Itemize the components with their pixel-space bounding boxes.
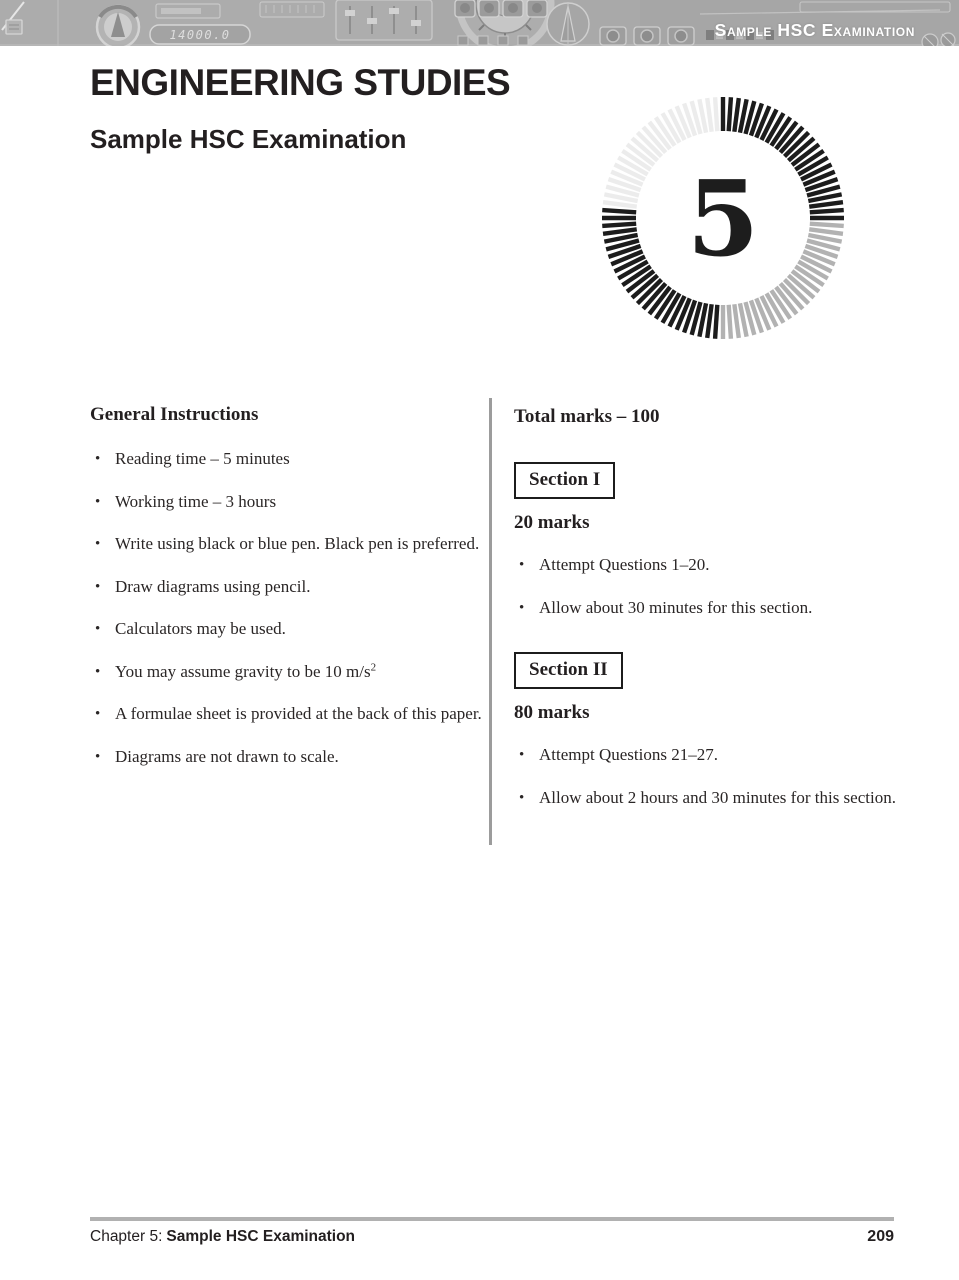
- footer-chapter: [90, 1228, 355, 1246]
- page-subtitle: Sample HSC Examination: [90, 124, 407, 154]
- chapter-dial: [601, 96, 845, 340]
- instruction-text: Reading time – 5 minutes: [115, 449, 290, 468]
- section-i-marks: 20 marks: [514, 512, 590, 533]
- instruction-item: [90, 577, 485, 597]
- footer: [90, 1228, 894, 1246]
- section-item: [514, 788, 900, 808]
- instruction-text: Draw diagrams using pencil.: [115, 576, 311, 596]
- instruction-item: [90, 747, 485, 767]
- total-marks-heading: Total marks – 100: [514, 406, 660, 427]
- instruction-text: Diagrams are not drawn to scale.: [115, 746, 339, 766]
- section-item-text: Attempt Questions 1–20.: [539, 555, 710, 574]
- section-ii-box: Section II: [514, 652, 623, 689]
- instruction-item: [90, 662, 485, 682]
- columns: [90, 398, 900, 845]
- superscript: 2: [370, 660, 377, 673]
- section-ii-marks: 80 marks: [514, 702, 590, 723]
- chapter-number: 5: [686, 157, 760, 280]
- instruction-text: You may assume gravity to be 10 m/s: [115, 661, 371, 681]
- footer-page-number: 209: [867, 1228, 894, 1245]
- compass-icon: [547, 3, 589, 45]
- section-item: [514, 555, 900, 575]
- page-title: ENGINEERING STUDIES: [90, 62, 511, 103]
- footer-rule: [90, 1217, 894, 1221]
- instruction-item: [90, 704, 485, 724]
- altimeter-readout-icon: [150, 25, 250, 44]
- altimeter-value: 14000.0: [169, 28, 231, 42]
- instruction-item: [90, 449, 485, 469]
- header-strip: [0, 0, 959, 46]
- general-instructions-heading: General Instructions: [90, 404, 259, 425]
- instruction-item: [90, 534, 485, 554]
- instruction-text: Working time – 3 hours: [115, 491, 277, 511]
- general-instructions-list: [90, 449, 485, 767]
- general-instructions: [90, 398, 485, 845]
- section-i-box: Section I: [514, 462, 615, 499]
- section-item: [514, 598, 900, 618]
- instruction-item: [90, 492, 485, 512]
- section-i-list: [514, 555, 900, 618]
- instruction-text: Write using black or blue pen. Black pen is preferred.: [115, 534, 480, 553]
- section-item-text: Allow about 30 minutes for this section.: [539, 597, 813, 617]
- footer-chapter-prefix: Chapter 5:: [90, 1228, 163, 1245]
- section-ii-list: [514, 745, 900, 808]
- section-item: [514, 745, 900, 765]
- instruction-text: Calculators may be used.: [115, 619, 286, 638]
- throttle-quadrant-icon: [336, 0, 432, 40]
- footer-chapter-title: Sample HSC Examination: [166, 1228, 356, 1245]
- marks-panel: [492, 398, 900, 845]
- attitude-gauge-icon: [97, 6, 139, 46]
- chapter-dial-ticks: [601, 96, 845, 340]
- section-item-text: Attempt Questions 21–27.: [539, 745, 718, 764]
- instruction-item: [90, 619, 485, 639]
- instruction-text: A formulae sheet is provided at the back of this paper.: [115, 704, 482, 723]
- banner-label: Sample HSC Examination: [714, 20, 915, 40]
- section-item-text: Allow about 2 hours and 30 minutes for this section.: [539, 787, 896, 807]
